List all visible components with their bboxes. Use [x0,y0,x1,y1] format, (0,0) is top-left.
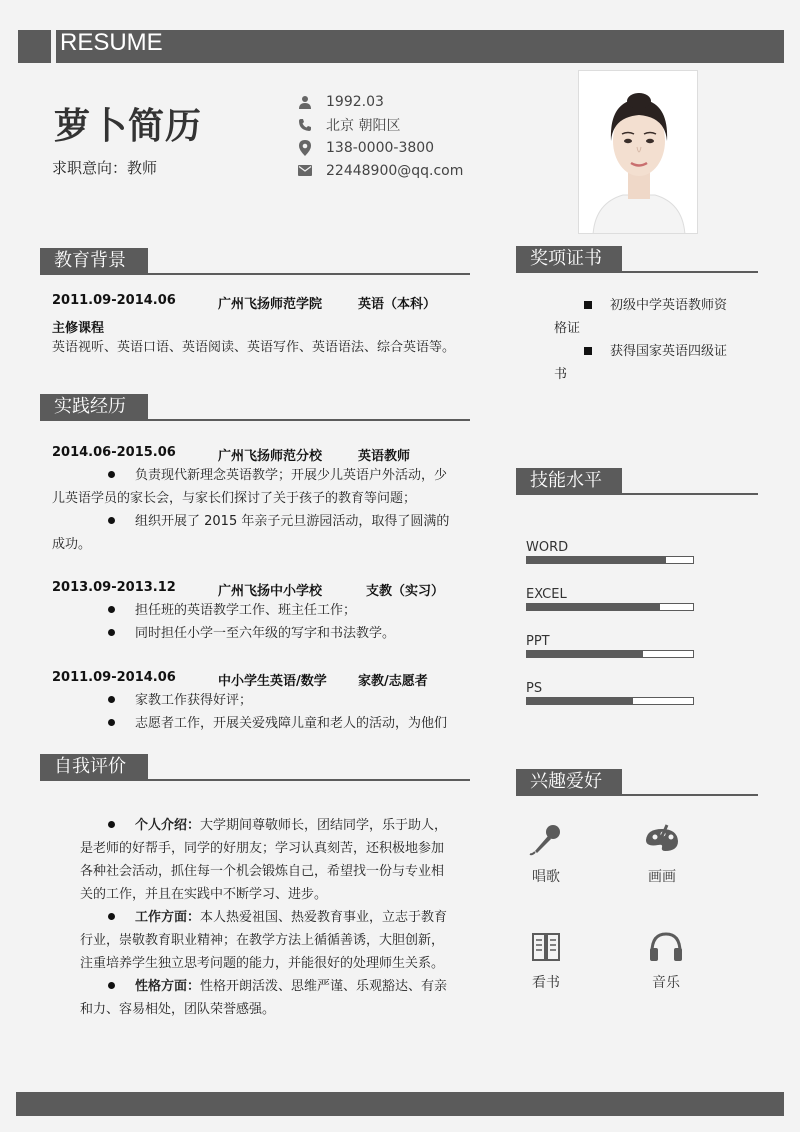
hobby-item: 唱歌 [516,820,576,886]
footer-bar [16,1092,784,1116]
skill-bar [526,650,694,658]
awards-list: 初级中学英语教师资 格证 获得国家英语四级证 书 [554,298,728,382]
contact-birth: 1992.03 [296,90,463,113]
education-section-header [40,248,470,274]
skill-bar [526,603,694,611]
experience-details: 担任班的英语教学工作、班主任工作； 同时担任小学一至六年级的写字和书法教学。 [52,599,472,645]
hobbies-section-header [516,769,758,795]
skills-section-header [516,468,758,494]
skill-bar [526,697,694,705]
education-date: 2011.09-2014.06 [52,293,176,308]
skill-item [526,540,694,564]
experience-section-title: 实践经历 [40,394,148,420]
experience-date: 2013.09-2013.12 [52,580,176,595]
job-intent: 求职意向：教师 [52,159,158,177]
experience-role: 英语教师 [358,449,411,464]
resume-title: RESUME [60,29,163,56]
book-icon [516,926,576,966]
skill-bar [526,556,694,564]
self-eval-section-header [40,754,470,780]
hobby-item: 画画 [632,820,692,886]
location-pin-icon [296,139,314,157]
profile-photo [578,70,698,234]
skill-name: EXCEL [526,587,567,602]
education-section-title: 教育背景 [40,248,148,274]
skill-item [526,634,694,658]
contact-phone: 138-0000-3800 [296,136,463,159]
skill-name: PS [526,681,543,696]
contact-email: 22448900@qq.com [296,159,463,182]
experience-role: 家教/志愿者 [358,674,428,689]
skill-fill [527,651,643,657]
experience-section-header [40,394,470,420]
experience-org: 广州飞扬中小学校 [218,584,323,599]
experience-org: 广州飞扬师范分校 [218,449,323,464]
contact-info [296,90,463,182]
experience-org: 中小学生英语/数学 [218,674,327,689]
person-icon [296,93,314,111]
experience-details: 负责现代新理念英语教学；开展少儿英语户外活动，少 儿英语学员的家长会，与家长们探讨了关于孩子的教育等问题； 组织开展了 2015 年亲子元旦游园活动，取得了圆满的 成功。 [52,468,450,552]
candidate-name: 萝卜简历 [54,106,203,147]
skill-item [526,681,694,705]
skill-fill [527,604,660,610]
skill-fill [527,698,633,704]
skill-item [526,587,694,611]
awards-section-title: 奖项证书 [516,246,622,272]
self-eval-section-title: 自我评价 [40,754,148,780]
microphone-icon [516,820,576,860]
education-school: 广州飞扬师范学院 [218,297,323,312]
header-bar [56,30,784,63]
experience-role: 支教（实习） [366,584,445,599]
palette-icon [632,820,692,860]
skill-fill [527,557,666,563]
experience-date: 2011.09-2014.06 [52,670,176,685]
skill-name: PPT [526,634,550,649]
awards-section-header [516,246,758,272]
hobby-item: 看书 [516,926,576,992]
education-major: 英语（本科） [358,297,437,312]
experience-details: 家教工作获得好评； 志愿者工作，开展关爱残障儿童和老人的活动，为他们 [52,689,472,735]
phone-icon [296,116,314,134]
skill-name: WORD [526,540,569,555]
self-eval-text: 个人介绍：大学期间尊敬师长，团结同学，乐于助人， 是老师的好帮手，同学的好朋友；学习认真刻苦，还积极地参加 各种社会活动，抓住每一个机会锻炼自己，希望找一份与专业相 关的工作，并且在实践中不断学习、进步。 工作方面：本人热爱祖国、热爱教育事业，立志于教育 行业，崇敬教育职业精神；在教学方法上循循善诱，大胆创新， 注重培养学生独立思考问题的能力，并能很好的处理师生关系。 性格方面：性格开朗活泼、思维严谨、乐观豁达、有亲 和力、容易相处，团队荣誉感强。 [80,818,448,1017]
header-accent-block [18,30,51,63]
experience-date: 2014.06-2015.06 [52,445,176,460]
hobby-item: 音乐 [636,926,696,992]
skills-section-title: 技能水平 [516,468,622,494]
contact-address: 北京 朝阳区 [296,113,463,136]
headphones-icon [636,926,696,966]
courses-text: 英语视听、英语口语、英语阅读、英语写作、英语语法、综合英语等。 [52,340,456,355]
mail-icon [296,162,314,180]
hobbies-section-title: 兴趣爱好 [516,769,622,795]
